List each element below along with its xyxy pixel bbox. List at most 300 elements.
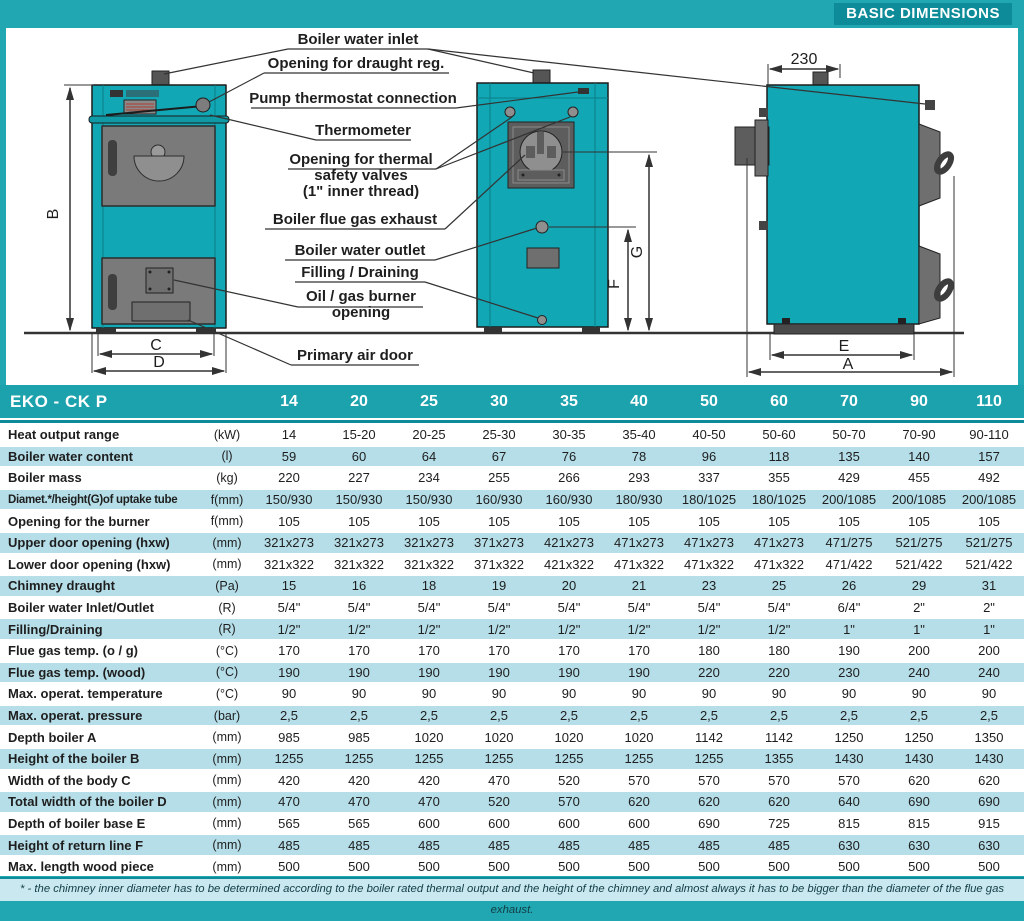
- water-outlet-shape: [536, 221, 548, 233]
- table-row: [0, 532, 1024, 554]
- cell-value: 321x322: [394, 554, 464, 576]
- cell-value: 500: [744, 856, 814, 877]
- column-header-size: 90: [884, 385, 954, 419]
- cell-value: 630: [884, 834, 954, 856]
- cell-value: 815: [884, 813, 954, 835]
- side-base: [774, 324, 914, 334]
- cell-value: 150/930: [394, 489, 464, 511]
- cell-value: 570: [674, 770, 744, 792]
- cell-value: 371x322: [464, 554, 534, 576]
- row-unit: (mm): [200, 813, 254, 835]
- label-thermal-safety: [289, 152, 432, 200]
- cell-value: 1/2": [604, 618, 674, 640]
- cell-value: 2,5: [534, 705, 604, 727]
- cell-value: 5/4": [534, 597, 604, 619]
- cell-value: 15-20: [324, 424, 394, 446]
- row-label: Height of return line F: [0, 834, 200, 856]
- column-header-size: 20: [324, 385, 394, 419]
- cell-value: 90: [464, 683, 534, 705]
- cell-value: 5/4": [464, 597, 534, 619]
- cell-value: 170: [534, 640, 604, 662]
- cell-value: 96: [674, 446, 744, 468]
- cell-value: 240: [884, 662, 954, 684]
- cell-value: 620: [884, 770, 954, 792]
- row-unit: (mm): [200, 748, 254, 770]
- cell-value: 2,5: [464, 705, 534, 727]
- cell-value: 1250: [884, 726, 954, 748]
- cell-value: 135: [814, 446, 884, 468]
- table-row: [0, 726, 1024, 748]
- table-row: [0, 446, 1024, 468]
- cell-value: 1/2": [324, 618, 394, 640]
- table-row: [0, 662, 1024, 684]
- cell-value: 565: [254, 813, 324, 835]
- row-unit: (kg): [200, 467, 254, 489]
- cell-value: 420: [324, 770, 394, 792]
- dim-A: A: [842, 356, 854, 373]
- label-oil-gas-burner-line2: opening: [331, 304, 391, 321]
- row-label: Boiler mass: [0, 467, 200, 489]
- cell-value: 220: [254, 467, 324, 489]
- cell-value: 321x273: [254, 532, 324, 554]
- cell-value: 170: [464, 640, 534, 662]
- table-row: [0, 597, 1024, 619]
- dim-C: C: [150, 337, 162, 354]
- cell-value: 67: [464, 446, 534, 468]
- cell-value: 1/2": [674, 618, 744, 640]
- dim-B: B: [45, 208, 62, 220]
- cell-value: 18: [394, 575, 464, 597]
- row-unit: (mm): [200, 770, 254, 792]
- column-header-size: 60: [744, 385, 814, 419]
- cell-value: 50-60: [744, 424, 814, 446]
- cell-value: 150/930: [254, 489, 324, 511]
- cell-value: 190: [254, 662, 324, 684]
- cell-value: 492: [954, 467, 1024, 489]
- table-row: [0, 489, 1024, 511]
- table-row: [0, 510, 1024, 532]
- cell-value: 5/4": [674, 597, 744, 619]
- cell-value: 19: [464, 575, 534, 597]
- row-unit: (kW): [200, 424, 254, 446]
- cell-value: 1255: [254, 748, 324, 770]
- cell-value: 915: [954, 813, 1024, 835]
- cell-value: 105: [744, 510, 814, 532]
- row-label: Max. operat. temperature: [0, 683, 200, 705]
- row-label: Chimney draught: [0, 575, 200, 597]
- table-row: [0, 791, 1024, 813]
- cell-value: 170: [324, 640, 394, 662]
- cell-value: 1": [954, 618, 1024, 640]
- cell-value: 90: [324, 683, 394, 705]
- cell-value: 20: [534, 575, 604, 597]
- cell-value: 6/4": [814, 597, 884, 619]
- cell-value: 455: [884, 467, 954, 489]
- table-title: EKO - CK P: [0, 385, 254, 419]
- cell-value: 1350: [954, 726, 1024, 748]
- cell-value: 1020: [394, 726, 464, 748]
- cell-value: 76: [534, 446, 604, 468]
- row-label: Height of the boiler B: [0, 748, 200, 770]
- cell-value: 2,5: [394, 705, 464, 727]
- cell-value: 2,5: [954, 705, 1024, 727]
- row-label: Lower door opening (hxw): [0, 554, 200, 576]
- table-row: [0, 554, 1024, 576]
- cell-value: 170: [254, 640, 324, 662]
- label-boiler-water-inlet: Boiler water inlet: [297, 31, 419, 48]
- cell-value: 630: [814, 834, 884, 856]
- label-oil-gas-burner-line1: Oil / gas burner: [305, 288, 417, 305]
- cell-value: 25-30: [464, 424, 534, 446]
- row-label: Diamet.*/height(G)of uptake tube: [0, 489, 200, 511]
- cell-value: 105: [394, 510, 464, 532]
- cell-value: 521/422: [884, 554, 954, 576]
- cell-value: 190: [534, 662, 604, 684]
- label-pump-thermostat: Pump thermostat connection: [249, 90, 457, 107]
- row-unit: (mm): [200, 791, 254, 813]
- row-label: Flue gas temp. (wood): [0, 662, 200, 684]
- row-unit: (Pa): [200, 575, 254, 597]
- label-filling-draining: Filling / Draining: [301, 264, 419, 281]
- table-row: [0, 424, 1024, 446]
- cell-value: 620: [674, 791, 744, 813]
- cell-value: 470: [324, 791, 394, 813]
- cell-value: 160/930: [464, 489, 534, 511]
- safety-valve-opening-left: [505, 107, 515, 117]
- cell-value: 26: [814, 575, 884, 597]
- cell-value: 157: [954, 446, 1024, 468]
- cell-value: 570: [814, 770, 884, 792]
- safety-valve-opening-right: [568, 107, 578, 117]
- cell-value: 471x273: [744, 532, 814, 554]
- cell-value: 140: [884, 446, 954, 468]
- cell-value: 985: [254, 726, 324, 748]
- cell-value: 470: [464, 770, 534, 792]
- table-row: [0, 683, 1024, 705]
- label-primary-air-door: Primary air door: [297, 347, 413, 364]
- cell-value: 321x322: [324, 554, 394, 576]
- cell-value: 60: [324, 446, 394, 468]
- cell-value: 1255: [534, 748, 604, 770]
- primary-air-door-shape: [132, 302, 190, 321]
- cell-value: 337: [674, 467, 744, 489]
- cell-value: 227: [324, 467, 394, 489]
- cell-value: 90: [674, 683, 744, 705]
- table-footnote: * - the chimney inner diameter has to be determined according to the boiler rated thermal output and the height of the chimney and almost always it has to be bigger than the diameter of the flue gas exhaust.: [0, 877, 1024, 901]
- cell-value: 620: [954, 770, 1024, 792]
- row-unit: (mm): [200, 532, 254, 554]
- page-title: BASIC DIMENSIONS: [834, 3, 1012, 25]
- row-label: Boiler water content: [0, 446, 200, 468]
- cell-value: 200/1085: [814, 489, 884, 511]
- cell-value: 90: [394, 683, 464, 705]
- cell-value: 255: [464, 467, 534, 489]
- cell-value: 1": [884, 618, 954, 640]
- table-row: [0, 467, 1024, 489]
- row-label: Depth of boiler base E: [0, 813, 200, 835]
- cell-value: 520: [464, 791, 534, 813]
- cell-value: 2": [954, 597, 1024, 619]
- dimensions-diagram: [6, 28, 1018, 385]
- cell-value: 521/422: [954, 554, 1024, 576]
- cell-value: 220: [744, 662, 814, 684]
- cell-value: 600: [464, 813, 534, 835]
- table-row: [0, 770, 1024, 792]
- cell-value: 150/930: [324, 489, 394, 511]
- cell-value: 355: [744, 467, 814, 489]
- cell-value: 485: [464, 834, 534, 856]
- table-row: [0, 640, 1024, 662]
- cell-value: 1255: [464, 748, 534, 770]
- cell-value: 470: [394, 791, 464, 813]
- cell-value: 23: [674, 575, 744, 597]
- column-header-size: 35: [534, 385, 604, 419]
- cell-value: 640: [814, 791, 884, 813]
- cell-value: 90: [884, 683, 954, 705]
- cell-value: 180/930: [604, 489, 674, 511]
- cell-value: 985: [324, 726, 394, 748]
- column-header-size: 30: [464, 385, 534, 419]
- cell-value: 1430: [884, 748, 954, 770]
- row-unit: (l): [200, 446, 254, 468]
- label-opening-draught: Opening for draught reg.: [267, 55, 445, 72]
- cell-value: 90: [954, 683, 1024, 705]
- row-unit: (°C): [200, 662, 254, 684]
- cell-value: 1020: [464, 726, 534, 748]
- cell-value: 620: [604, 791, 674, 813]
- row-label: Heat output range: [0, 424, 200, 446]
- cell-value: 470: [254, 791, 324, 813]
- cell-value: 2,5: [674, 705, 744, 727]
- cell-value: 105: [674, 510, 744, 532]
- cell-value: 321x273: [394, 532, 464, 554]
- cell-value: 118: [744, 446, 814, 468]
- table-row: [0, 705, 1024, 727]
- cell-value: 421x322: [534, 554, 604, 576]
- cell-value: 90: [814, 683, 884, 705]
- spec-table: [0, 385, 1024, 876]
- cell-value: 1250: [814, 726, 884, 748]
- dim-G: G: [629, 245, 646, 259]
- column-header-size: 14: [254, 385, 324, 419]
- cell-value: 180: [744, 640, 814, 662]
- cell-value: 14: [254, 424, 324, 446]
- row-unit: f(mm): [200, 489, 254, 511]
- cell-value: 190: [604, 662, 674, 684]
- row-label: Max. operat. pressure: [0, 705, 200, 727]
- cell-value: 471x273: [674, 532, 744, 554]
- cell-value: 485: [674, 834, 744, 856]
- cell-value: 105: [464, 510, 534, 532]
- cell-value: 40-50: [674, 424, 744, 446]
- cell-value: 105: [534, 510, 604, 532]
- label-water-outlet: Boiler water outlet: [294, 242, 426, 259]
- cell-value: 500: [254, 856, 324, 877]
- cell-value: 5/4": [394, 597, 464, 619]
- row-label: Upper door opening (hxw): [0, 532, 200, 554]
- cell-value: 570: [604, 770, 674, 792]
- cell-value: 180: [674, 640, 744, 662]
- cell-value: 105: [324, 510, 394, 532]
- cell-value: 485: [604, 834, 674, 856]
- row-unit: (mm): [200, 856, 254, 877]
- cell-value: 105: [604, 510, 674, 532]
- cell-value: 500: [884, 856, 954, 877]
- column-header-size: 25: [394, 385, 464, 419]
- row-unit: (°C): [200, 683, 254, 705]
- row-label: Opening for the burner: [0, 510, 200, 532]
- cell-value: 1020: [534, 726, 604, 748]
- cell-value: 234: [394, 467, 464, 489]
- cell-value: 570: [744, 770, 814, 792]
- cell-value: 500: [394, 856, 464, 877]
- cell-value: 266: [534, 467, 604, 489]
- label-thermal-safety-line1: Opening for thermal: [289, 151, 433, 168]
- filling-draining-shape: [538, 316, 547, 325]
- row-unit: (mm): [200, 554, 254, 576]
- row-label: Boiler water Inlet/Outlet: [0, 597, 200, 619]
- cell-value: 1/2": [464, 618, 534, 640]
- cell-value: 565: [324, 813, 394, 835]
- cell-value: 1255: [674, 748, 744, 770]
- cell-value: 105: [954, 510, 1024, 532]
- dim-230: 230: [790, 51, 818, 68]
- row-unit: (bar): [200, 705, 254, 727]
- cell-value: 240: [954, 662, 1024, 684]
- cell-value: 5/4": [254, 597, 324, 619]
- row-unit: (R): [200, 618, 254, 640]
- cell-value: 2,5: [324, 705, 394, 727]
- boiler-drawings: [6, 28, 1018, 385]
- cell-value: 170: [604, 640, 674, 662]
- cell-value: 15: [254, 575, 324, 597]
- cell-value: 500: [604, 856, 674, 877]
- cell-value: 815: [814, 813, 884, 835]
- cell-value: 90-110: [954, 424, 1024, 446]
- side-water-inlet-stub: [925, 100, 935, 110]
- cell-value: 200/1085: [954, 489, 1024, 511]
- cell-value: 230: [814, 662, 884, 684]
- cell-value: 5/4": [744, 597, 814, 619]
- cell-value: 1355: [744, 748, 814, 770]
- label-flue-gas-exhaust: Boiler flue gas exhaust: [272, 211, 438, 228]
- boiler-back-view: [477, 70, 608, 333]
- dim-E: E: [838, 338, 850, 355]
- cell-value: 725: [744, 813, 814, 835]
- cell-value: 471x322: [604, 554, 674, 576]
- cell-value: 485: [324, 834, 394, 856]
- cell-value: 1/2": [534, 618, 604, 640]
- column-header-size: 110: [954, 385, 1024, 419]
- cell-value: 25: [744, 575, 814, 597]
- table-row: [0, 618, 1024, 640]
- cell-value: 1142: [674, 726, 744, 748]
- cell-value: 485: [394, 834, 464, 856]
- cell-value: 500: [534, 856, 604, 877]
- cell-value: 20-25: [394, 424, 464, 446]
- cell-value: 35-40: [604, 424, 674, 446]
- label-thermal-safety-line2: safety valves: [314, 167, 408, 184]
- column-header-size: 40: [604, 385, 674, 419]
- cell-value: 421x273: [534, 532, 604, 554]
- cell-value: 500: [324, 856, 394, 877]
- cell-value: 471x273: [604, 532, 674, 554]
- column-header-size: 50: [674, 385, 744, 419]
- dim-D: D: [153, 354, 165, 371]
- row-label: Max. length wood piece: [0, 856, 200, 877]
- cell-value: 90: [744, 683, 814, 705]
- row-label: Depth boiler A: [0, 726, 200, 748]
- cell-value: 570: [534, 791, 604, 813]
- cell-value: 2,5: [604, 705, 674, 727]
- cell-value: 200: [954, 640, 1024, 662]
- cell-value: 500: [674, 856, 744, 877]
- cell-value: 690: [674, 813, 744, 835]
- cell-value: 1/2": [254, 618, 324, 640]
- cell-value: 471x322: [744, 554, 814, 576]
- cell-value: 485: [744, 834, 814, 856]
- cell-value: 500: [954, 856, 1024, 877]
- cell-value: 420: [254, 770, 324, 792]
- cell-value: 620: [744, 791, 814, 813]
- cell-value: 50-70: [814, 424, 884, 446]
- column-header-size: 70: [814, 385, 884, 419]
- cell-value: 2,5: [744, 705, 814, 727]
- cell-value: 220: [674, 662, 744, 684]
- cell-value: 321x322: [254, 554, 324, 576]
- cell-value: 5/4": [324, 597, 394, 619]
- boiler-front-view: [89, 71, 229, 334]
- cell-value: 1142: [744, 726, 814, 748]
- row-unit: (R): [200, 597, 254, 619]
- boiler-side-view: [735, 72, 954, 334]
- cell-value: 5/4": [604, 597, 674, 619]
- cell-value: 1430: [814, 748, 884, 770]
- cell-value: 1255: [324, 748, 394, 770]
- row-unit: f(mm): [200, 510, 254, 532]
- row-unit: (mm): [200, 726, 254, 748]
- row-label: Total width of the boiler D: [0, 791, 200, 813]
- cell-value: 521/275: [954, 532, 1024, 554]
- cell-value: 90: [534, 683, 604, 705]
- row-label: Filling/Draining: [0, 618, 200, 640]
- cell-value: 30-35: [534, 424, 604, 446]
- row-unit: (mm): [200, 834, 254, 856]
- cell-value: 105: [814, 510, 884, 532]
- cell-value: 190: [324, 662, 394, 684]
- cell-value: 690: [954, 791, 1024, 813]
- cell-value: 429: [814, 467, 884, 489]
- cell-value: 485: [254, 834, 324, 856]
- label-thermal-safety-line3: (1" inner thread): [302, 183, 420, 200]
- cell-value: 520: [534, 770, 604, 792]
- cell-value: 105: [254, 510, 324, 532]
- table-row: [0, 748, 1024, 770]
- table-row: [0, 834, 1024, 856]
- row-label: Flue gas temp. (o / g): [0, 640, 200, 662]
- cell-value: 200/1085: [884, 489, 954, 511]
- label-oil-gas-burner: [306, 289, 416, 321]
- cell-value: 485: [534, 834, 604, 856]
- label-thermometer: Thermometer: [315, 122, 411, 139]
- cell-value: 16: [324, 575, 394, 597]
- cell-value: 1/2": [744, 618, 814, 640]
- cell-value: 1/2": [394, 618, 464, 640]
- cell-value: 521/275: [884, 532, 954, 554]
- cell-value: 500: [464, 856, 534, 877]
- cell-value: 200: [884, 640, 954, 662]
- draught-regulator-knob: [196, 98, 210, 112]
